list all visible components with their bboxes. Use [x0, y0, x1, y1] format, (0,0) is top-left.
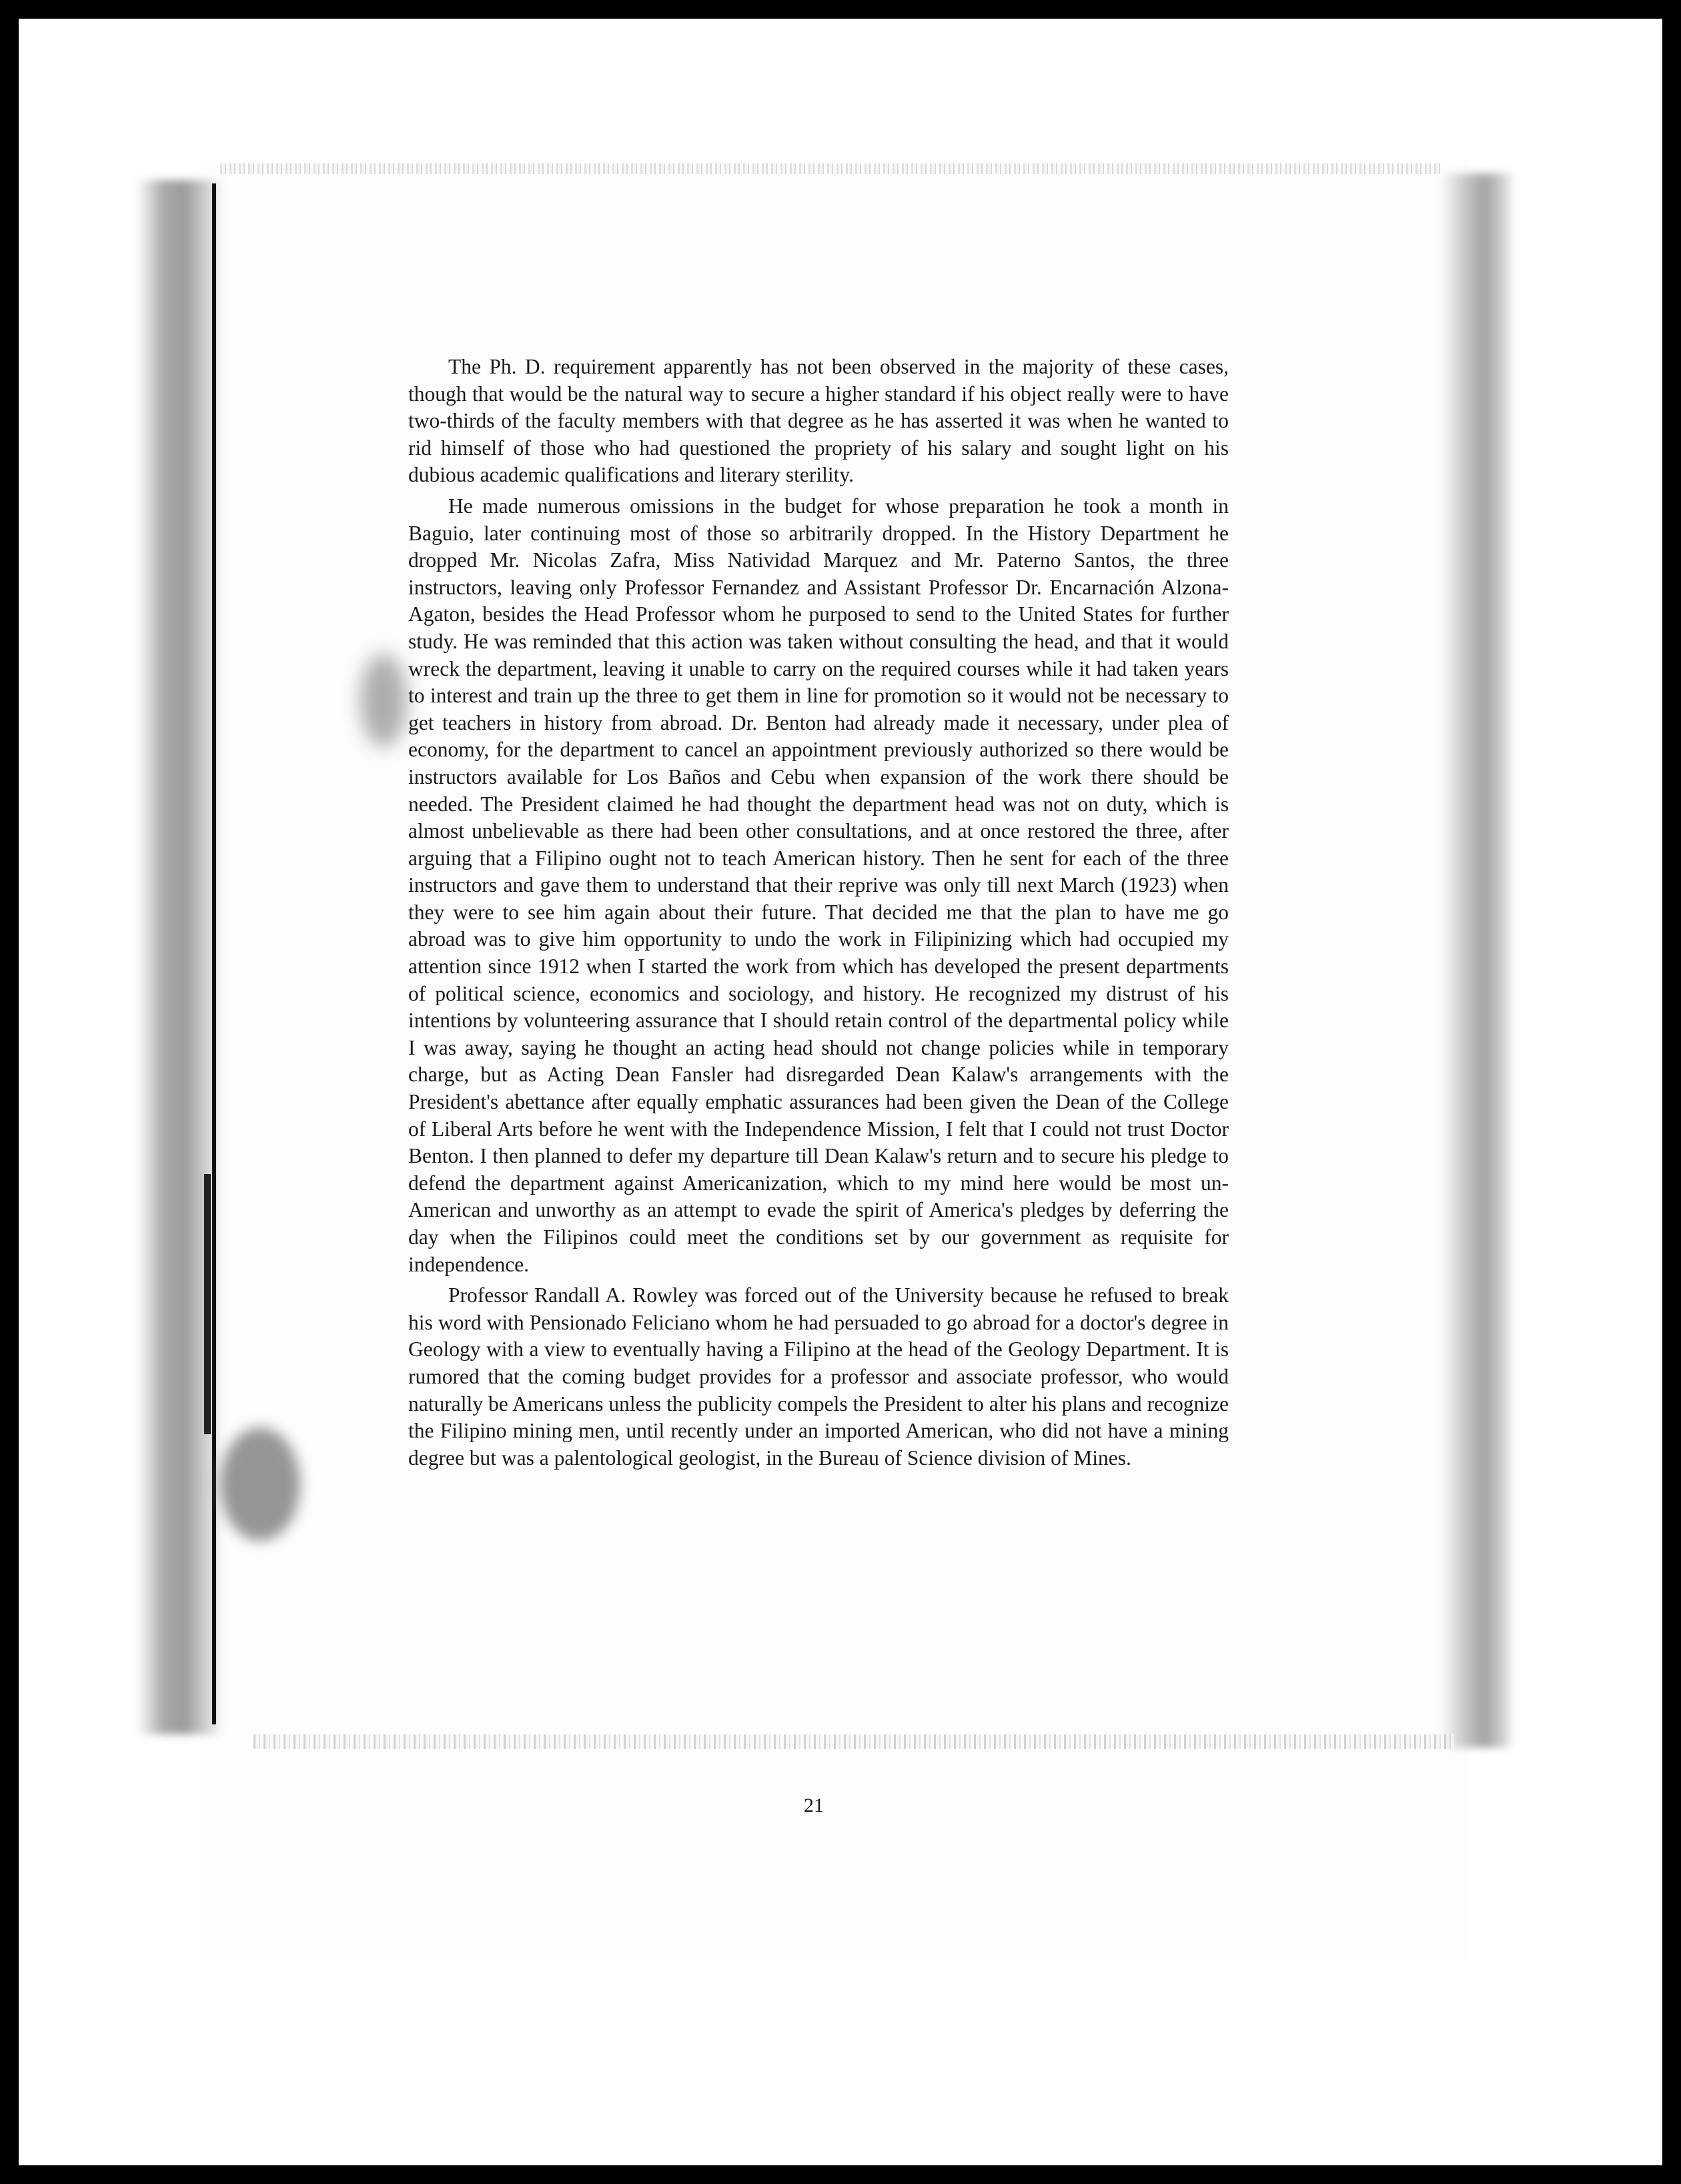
- scan-smudge: [360, 654, 407, 747]
- paragraph: He made numerous omissions in the budget for whose preparation he took a month in Baguio, later continuing most of those so arbitrarily dropped. In the History Department he dropped Mr. Nicolas Zafra, Miss Natividad Marquez and Mr. Paterno Santos, the three instructors, leaving only Professor Fernandez and Assistant Professor Dr. Encarnación Alzona-Agaton, besides the Head Professor whom he purposed to send to the United States for further study. He was reminded that this action was taken without consulting the head, and that it would wreck the department, leaving it unable to carry on the required courses while it had taken years to interest and train up the three to get them in line for promotion so it would not be necessary to get teachers in history from abroad. Dr. Benton had already made it necessary, under plea of economy, for the department to cancel an appointment previously authorized so there would be instructors available for Los Baños and Cebu when expansion of the work there should be needed. The President claimed he had thought the department head was not on duty, which is almost unbelievable as there had been other consultations, and at once restored the three, after arguing that a Filipino ought not to teach American history. Then he sent for each of the three instructors and gave them to understand that their reprive was only till next March (1923) when they were to see him again about their future. That decided me that the plan to have me go abroad was to give him opportunity to undo the work in Filipinizing which had occupied my attention since 1912 when I started the work from which has developed the present departments of political science, economics and sociology, and history. He recognized my distrust of his intentions by volunteering assurance that I should retain control of the departmental policy while I was away, saying he thought an acting head should not change policies while in temporary charge, but as Acting Dean Fansler had disregarded Dean Kalaw's arrangements with the President's abettance after equally emphatic assurances had been given the Dean of the College of Liberal Arts before he went with the Independence Mission, I felt that I could not trust Doctor Benton. I then planned to defer my departure till Dean Kalaw's return and to secure his pledge to defend the department against Americanization, which to my mind here would be most un-American and unworthy as an attempt to evade the spirit of America's pledges by deferring the day when the Filipinos could meet the conditions set by our government as requisite for independence.: [408, 494, 1229, 1276]
- page-edge-top: [220, 163, 1441, 174]
- body-text: [408, 354, 1229, 1472]
- binding-shadow-left: [137, 180, 223, 1734]
- paragraph: The Ph. D. requirement apparently has not been observed in the majority of these cases, though that would be the natural way to secure a higher standard if his object really were to have two-thirds of the faculty members with that degree as he has asserted it was when he wanted to rid himself of those who had questioned the propriety of his salary and sought light on his dubious academic qualifications and literary sterility.: [408, 355, 1229, 487]
- binding-line-lower: [204, 1174, 211, 1434]
- page-edge-bottom: [253, 1734, 1454, 1749]
- page-number: 21: [804, 1794, 824, 1816]
- page-shadow-right: [1441, 173, 1514, 1748]
- binding-line: [212, 183, 216, 1724]
- paragraph: Professor Randall A. Rowley was forced out of the University because he refused to break his word with Pensionado Feliciano whom he had persuaded to go abroad for a doctor's degree in Geology with a view to eventually having a Filipino at the head of the Geology Department. It is rumored that the coming budget provides for a professor and associate professor, who would naturally be Americans unless the publicity compels the President to alter his plans and recognize the Filipino mining men, until recently under an imported American, who did not have a mining degree but was a palentological geologist, in the Bureau of Science division of Mines.: [408, 1283, 1229, 1470]
- scan-smudge-lower: [220, 1428, 300, 1541]
